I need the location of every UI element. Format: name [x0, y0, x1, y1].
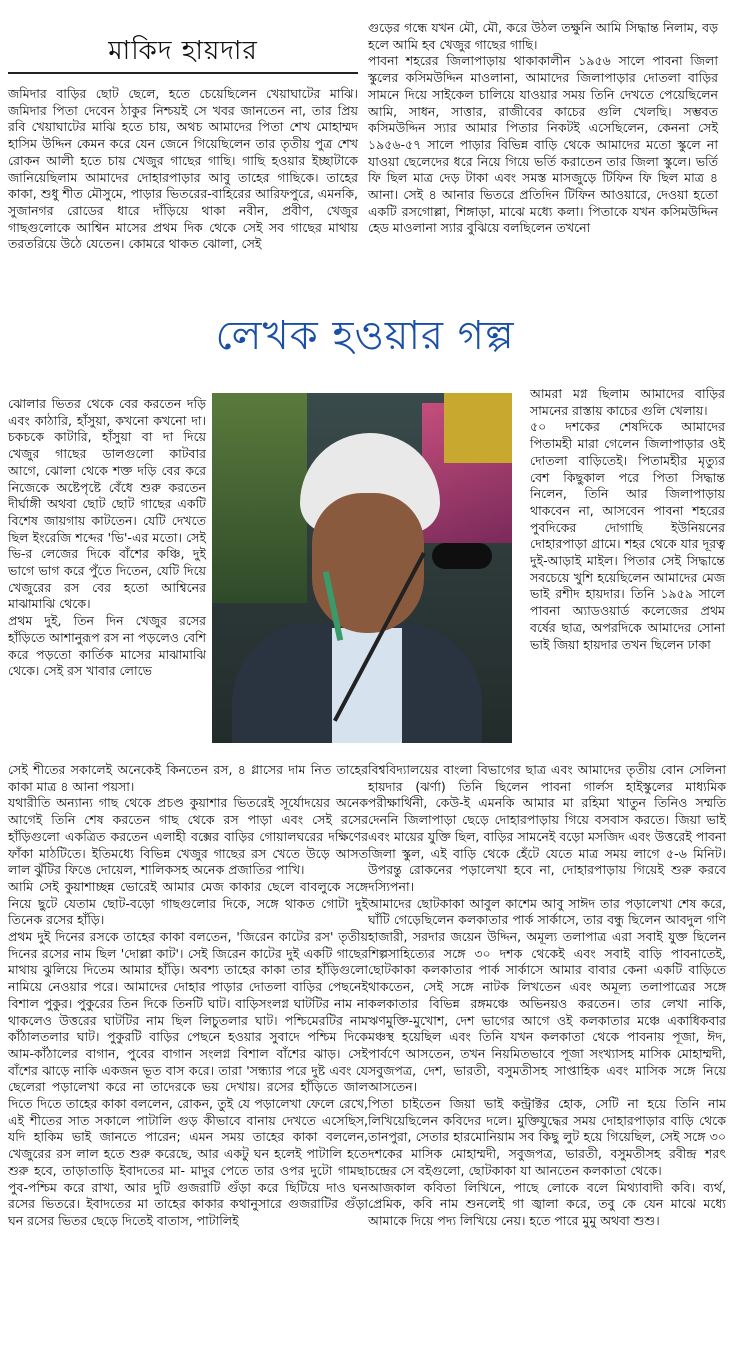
author-name: মাকিদ হায়দার — [108, 36, 258, 66]
microphone-icon — [432, 543, 492, 569]
article-headline: লেখক হওয়ার গল্প — [215, 313, 515, 359]
narrow-column-right — [530, 386, 725, 653]
intro-right-paragraph-1: গুড়ের গন্ধে যখন মৌ, মৌ, করে উঠল তক্ষুনি আমি সিদ্ধান্ত নিলাম, বড় হলে আমি হব খেজুর গাছের গাছি। — [368, 20, 718, 52]
body-column-left — [8, 762, 368, 1230]
body-left-paragraph: আমি সেই কুয়াশাচ্ছন্ন ভোরেই আমার মেজ কাকার ছেলে বাবলুকে সঙ্গে নিয়ে ছুটে যেতাম ছোট-বড়ো গাছগুলোর দিকে, সঙ্গে থাকত গোটা দুই তিনেক রসের হাঁড়ি। — [8, 878, 368, 928]
body-right-paragraph: আজকাল কবিতা লিখিনে, পাছে লোকে বলে মিথ্যাবাদী কবি। ব্যর্থ, প্রেমিক, কবি নাম শুনলেই গা জ্বালা করে, তবু কে যেন মাঝে মধ্যে আমাকে দিয়ে পদ্য লিখিয়ে নেয়। হতে পারে মুমু অথবা শুশু। — [368, 1179, 726, 1228]
narrow-right-paragraph-2: ৫০ দশকের শেষদিকে আমাদের পিতামহী মারা গেলেন জিলাপাড়ার ওই দোতলা বাড়িতেই। পিতামহীর মৃত্যুর বেশ কিছুকাল পরে পিতা সিদ্ধান্ত নিলেন, তিনি আর জিলাপাড়ায় থাকবেন না, আসবেন পাবনা শহরের পুবদিকের দোগাছি ইউনিয়নের দোহারপাড়া গ্রামে। শহর থেকে যার দূরত্ব দুই-আড়াই মাইল। পিতার সেই সিদ্ধান্তে সবচেয়ে খুশি হয়েছিলেন আমাদের মেজ ভাই রশীদ হায়দার। তিনি ১৯৫৯ সালে পাবনা অ্যাডওয়ার্ড কলেজের প্রথম বর্ষের ছাত্র, অপরদিকে আমাদের সোনা ভাই জিয়া হায়দার তখন ছিলেন ঢাকা — [530, 419, 725, 652]
body-column-right — [368, 762, 726, 1230]
narrow-column-left — [8, 396, 206, 680]
intro-paragraph: জমিদার বাড়ির ছোট ছেলে, হতে চেয়েছিলেন খেয়াঘাটের মাঝি। জমিদার পিতা দেবেন ঠাকুর নিশ্চয়ই সে খবর জানতেন না, তার প্রিয় রবি খেয়াঘাটের মাঝি হতে চায়, অথচ আমাদের পিতা শেখ মোহাম্মদ হাসিম উদ্দিন কেমন করে যেন জেনে গিয়েছিলেন তার তৃতীয় পুত্র শেখ রোকন আলী হতে চায় খেজুর গাছের গাছি। গাছি হওয়ার ইচ্ছাটাকে জানিয়েছিলাম আমাদের দোহারপাড়ার আবু তাহের গাছিকে। তাহের কাকা, শুধু শীত মৌসুমে, পাড়ার ভিতরের-বাহিরের আরিফপুরে, এমনকি, সুজানগর রোডের ধারে দাঁড়িয়ে থাকা নবীন, প্রবীণ, খেজুর গাছগুলোকে আশ্বিন মাসের প্রথম দিক থেকে সেই সব গাছের মাথায় তরতরিয়ে উঠে যেতেন। কোমরে থাকত ঝোলা, সেই — [8, 86, 358, 252]
body-right-paragraph: বিশ্ববিদ্যালয়ের বাংলা বিভাগের ছাত্র এবং আমাদের তৃতীয় বোন সেলিনা হায়দার (ঝর্ণা) তিনি ছিলেন পাবনা গার্লস হাইস্কুলের মাধ্যমিক পরীক্ষার্থিনী, কেউ-ই এমনকি আমার মা রহিমা খাতুন তিনিও সম্মতি দেননি জিলাপাড়া ছেড়ে দোহারপাড়ায় গিয়ে বসবাস করতে। জিয়া ভাই এবং মায়ের যুক্তি ছিল, বাড়ির সামনেই বড়ো মসজিদ এবং উত্তরেই পাবনা জিলা স্কুল, এই বাড়ি থেকে হেঁটে যেতে মাত্র সময় লাগে ৫-৬ মিনিট। উপরন্তু রোকনের পড়ালেখা হবে না, দোহারপাড়ায় গিয়েই শুরু করবে দস্যিপনা। — [368, 762, 726, 894]
body-right-paragraph: আমাদের ছোটকাকা আবুল কাশেম আবু সাঈদ তার পড়ালেখা শেষ করে, ঘাঁটি গেড়েছিলেন কলকাতার পার্ক সার্কাসে, তার বন্ধু ছিলেন আবদুল গণি হাজারী, সরদার জয়েন উদ্দিন, অমূল্য তলাপাত্র এরা সবাই যুক্ত ছিলেন শিল্পসাহিত্যের সঙ্গে ৩০ দশক থেকেই এবং সবাই বাড়ি পাবনাতেই, ছোটকাকা কলকাতার পার্ক সার্কাসে আমার বাবার কেনা একটি বাড়িতে থাকতেন, সেই সঙ্গে নাটক লিখতেন এবং অমূল্য তলাপাত্রের সঙ্গে কলকাতার বিভিন্ন রঙ্গমঞ্চে অভিনয়ও করতেন। তার লেখা নাকি, ঋণমুক্তি-মুখোশ, দেশ ভাগের আগে ওই কলকাতার মঞ্চে একাধিকবার মঞ্চস্থ হয়েছিল এবং তিনি যখন কলকাতা থেকে পাবনায় পূজা, ঈদ, পার্বণে আসতেন, তখন নিয়মিতভাবে পূজা সংখ্যাসহ মাসিক মোহাম্মদী, সবুজপত্র, দেশ, ভারতী, বসুমতীসহ সাপ্তাহিক এবং মাসিক সঙ্গে নিয়ে আসতেন। — [368, 895, 726, 1095]
author-photo — [212, 393, 512, 743]
intro-column-right — [368, 20, 718, 237]
body-right-paragraph: পিতা চাইতেন জিয়া ভাই কন্ট্রাক্টর হোক, সেটি না হয়ে তিনি নাম লিখিয়েছিলেন কবিদের দলে। মুক্তিযুদ্ধের সময় দোহারপাড়ার বাড়ি থেকে তানপুরা, সেতার হারমোনিয়াম সব কিছু লুট হয়ে গিয়েছিল, সেই সঙ্গে ৩০ দশকের মাসিক মোহাম্মদী, সবুজপত্র, ভারতী, বসুমতীসহ রবীন্দ্র শরৎ চন্দ্রের সে বইগুলো, ছোটকাকা যা আনতেন কলকাতা থেকে। — [368, 1096, 726, 1178]
body-left-paragraph: প্রথম দুই দিনের রসকে তাহের কাকা বলতেন, 'জিরেন কাটের রস' তৃতীয় দিনের রসের নাম ছিল 'দোল্লা কাট'। সেই জিরেন কাটের দুই একটি গাছের মাথায় ঝুলিয়ে দিতেম আমার হাঁড়ি। অবশ্য তাহের কাকা তার হাঁড়িগুলো নামিয়ে নেওয়ার পরে। আমাদের দোহার পাড়ার দোতলা বাড়ির পেছনেই বিশাল পুকুর। পুকুরের তিন দিকে তিনটি ঘাট। বাড়িসংলগ্ন ঘাটটির নাম না থাকলেও উত্তরের ঘাটটির নাম ছিল লিচুতলার ঘাট। পশ্চিমেরটির নাম কাঁঠালতলার ঘাট। পুকুরটি বাড়ির পেছনে হওয়ার সুবাদে পশ্চিম দিকে আম-কাঁঠালের বাগান, পুবের বাগান সংলগ্ন বিশাল বাঁশের ঝাড়। সেই বাঁশের ঝাড়ে নাকি একজন ভূত বাস করে। তারা 'সন্ধ্যার পরে দুষ্ট এবং যে ছেলেরা পড়ালেখা করে না তাদেরকে ভয় দেখায়। রসের হাঁড়িতে জাল দিতে দিতে তাহের কাকা বললেন, রোকন, তুই যে পড়ালেখা ফেলে রেখে, এই শীতের সাত সকালে পাটালি গুড় কীভাবে বানায় দেখতে এসেছিস, যদি হাকিম ভাই জানতে পারেন; এমন সময় তাহের কাকা বললেন, খেজুরের রস লাল হতে শুরু করেছে, আর একটু ঘন হলেই পাটালি হতে শুরু হবে, তাড়াতাড়ি ইবাদতের মা- মাদুর পেতে তার ওপর দুটো গামছা পুব-পশ্চিম করে রাখা, আর দুটি গুজরাটি গুঁড়া করে ছিটিয়ে দাও ঘন রসের ভিতরে। ইবাদতের মা তাহের কাকার কথানুসারে গুজরাটির গুঁড়া ঘন রসের ভিতর ছেড়ে দিতেই বাতাস, পাটালিই — [8, 929, 368, 1228]
byline-block — [8, 30, 358, 74]
byline-rule — [8, 72, 358, 74]
narrow-left-paragraph-1: ঝোলার ভিতর থেকে বের করতেন দড়ি এবং কাঠারি, হাঁসুয়া, কখনো কখনো দা। চকচকে কাটারি, হাঁসুয়া বা দা দিয়ে খেজুর গাছের ডালগুলো কাটবার আগে, ঝোলা থেকে শক্ত দড়ি বের করে নিজেকে অষ্টেপৃষ্টে বেঁধে শুরু করতেন দীর্ঘাঙ্গী অথবা ছোট ছোট গাছের একটি বিশেষ জায়গায় কাটতেন। যেটি দেখতে ছিল ইংরেজি শব্দের 'ভি'-এর মতো। সেই ভি-র লেজের দিকে বাঁশের কঞ্চি, দুই ভাগে ভাগ করে পুঁতে দিতেন, যেটি দিয়ে খেজুরের রস বের হতো আশ্বিনের মাঝামাঝি থেকে। — [8, 396, 206, 612]
narrow-left-paragraph-2: প্রথম দুই, তিন দিন খেজুর রসের হাঁড়িতে আশানুরূপ রস না পড়লেও বেশি করে পড়তো কার্তিক মাসের মাঝামাঝি থেকে। সেই রস খাবার লোভে — [8, 613, 206, 679]
body-left-paragraph: যথারীতি অন্যান্য গাছ থেকে প্রচণ্ড কুয়াশার ভিতরেই সূর্যোদয়ের অনেক আগেই তিনি শেষ করতেন গাছ থেকে রস পাড়া এবং সেই রসের হাঁড়িগুলো একত্রিত করতেন এলাহী বক্সের বাড়ির গোয়ালঘরের দক্ষিণের ফাঁকা মাঠটিতে। ইতিমধ্যে বিভিন্ন খেজুর গাছের রস খেতে উড়ে আসত লাল ঝুঁটির ফিঙে দোয়েল, শালিকসহ অনেক প্রজাতির পাখি। — [8, 795, 368, 878]
body-left-paragraph: সেই শীতের সকালেই অনেকেই কিনতেন রস, ৪ গ্লাসের দাম নিত তাহের কাকা মাত্র ৪ আনা পয়সা। — [8, 762, 368, 794]
narrow-right-paragraph-1: আমরা মগ্ন ছিলাম আমাদের বাড়ির সামনের রাস্তায় কাচের গুলি খেলায়। — [530, 386, 725, 418]
intro-right-paragraph-2: পাবনা শহরের জিলাপাড়ায় থাকাকালীন ১৯৫৬ সালে পাবনা জিলা স্কুলের কসিমউদ্দিন মাওলানা, আমাদের জিলাপাড়ার দোতলা বাড়ির সামনে দিয়ে সাইকেল চালিয়ে যাওয়ার সময় তিনি দেখতে পেয়েছিলেন আমি, সাধন, সাত্তার, রাজীবের কাচের গুলি খেলছি। সম্ভবত কসিমউদ্দিন স্যার আমার পিতার নিকটই এসেছিলেন, কেননা সেই ১৯৫৬-৫৭ সালে পাড়ার বিভিন্ন বাড়ি থেকে আমাদের মতো স্কুলে না যাওয়া ছেলেদের ধরে নিয়ে গিয়ে ভর্তি করাতেন তার জিলা স্কুলে। ভর্তি ফি ছিল মাত্র দেড় টাকা এবং সমস্ত মাসজুড়ে টিফিন ফি ছিল মাত্র ৪ আনা। সেই ৪ আনার ভিতরে প্রতিদিন টিফিন আওয়ারে, দেওয়া হতো একটি রসগোল্লা, শিঙ্গাড়া, মাঝে মধ্যে কলা। পিতাকে যখন কসিমউদ্দিন হেড মাওলানা স্যার বুঝিয়ে বলছিলেন তখনো — [368, 53, 718, 236]
intro-column-left — [8, 86, 358, 253]
